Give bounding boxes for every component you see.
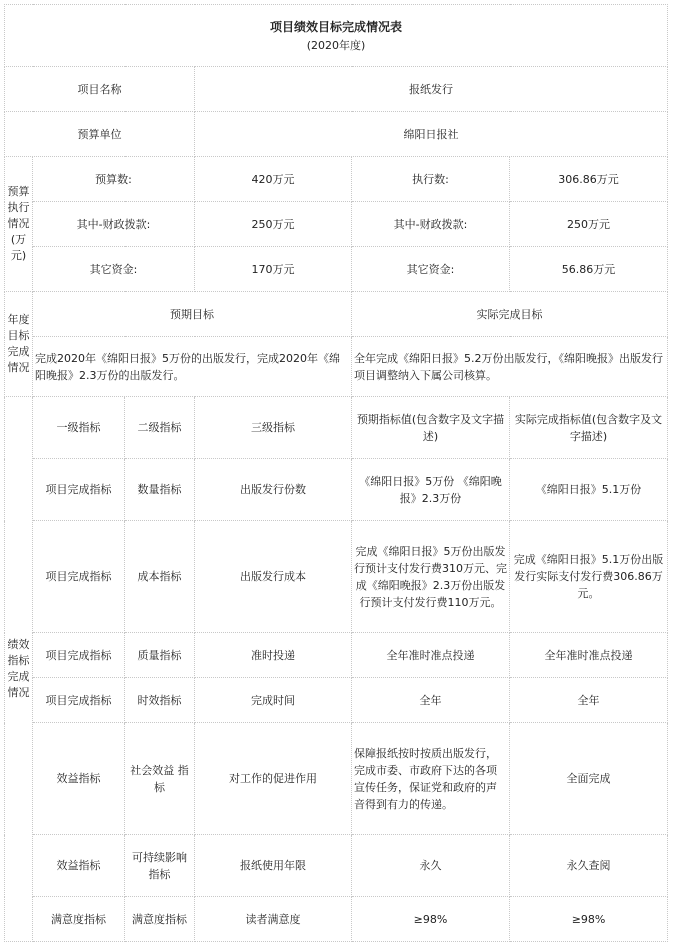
performance-report-table (4, 4, 668, 942)
performance-row (5, 459, 668, 521)
budget-label-2: 执行数: (352, 157, 510, 202)
performance-row (5, 835, 668, 897)
header-level3: 三级指标 (195, 397, 352, 459)
project-name-label: 项目名称 (5, 67, 195, 112)
report-container (4, 4, 667, 942)
performance-row (5, 678, 668, 723)
level3-cell: 出版发行成本 (195, 521, 352, 633)
expected-cell: ≥98% (352, 897, 510, 942)
level3-cell: 准时投递 (195, 633, 352, 678)
actual-goal-header: 实际完成目标 (352, 292, 668, 337)
header-actual: 实际完成指标值(包含数字及文字描述) (510, 397, 668, 459)
level2-cell: 成本指标 (125, 521, 195, 633)
header-level2: 二级指标 (125, 397, 195, 459)
performance-row (5, 521, 668, 633)
level3-cell: 读者满意度 (195, 897, 352, 942)
level3-cell: 报纸使用年限 (195, 835, 352, 897)
level1-cell: 项目完成指标 (33, 633, 125, 678)
header-expected: 预期指标值(包含数字及文字描述) (352, 397, 510, 459)
actual-cell: 全年准时准点投递 (510, 633, 668, 678)
level2-cell: 满意度指标 (125, 897, 195, 942)
actual-cell: 全年 (510, 678, 668, 723)
level1-cell: 满意度指标 (33, 897, 125, 942)
budget-value-1: 250万元 (195, 202, 352, 247)
title-cell (5, 5, 668, 67)
level3-cell: 对工作的促进作用 (195, 723, 352, 835)
title-row (5, 5, 668, 67)
expected-cell: 保障报纸按时按质出版发行，完成市委、市政府下达的各项宣传任务，保证党和政府的声音得到有力的传递。 (352, 723, 510, 835)
actual-cell: 《绵阳日报》5.1万份 (510, 459, 668, 521)
report-title: 项目绩效目标完成情况表 (270, 19, 403, 34)
level1-cell: 项目完成指标 (33, 459, 125, 521)
budget-label-2: 其中-财政拨款: (352, 202, 510, 247)
actual-goal-text: 全年完成《绵阳日报》5.2万份出版发行，《绵阳晚报》出版发行项目调整纳入下属公司核算。 (352, 337, 668, 397)
performance-section-label: 绩效指标完成情况 (5, 397, 33, 942)
performance-row (5, 633, 668, 678)
annual-section-label: 年度目标完成情况 (5, 292, 33, 397)
expected-cell: 完成《绵阳日报》5万份出版发行预计支付发行费310万元、完成《绵阳晚报》2.3万份出版发行预计支付发行费110万元。 (352, 521, 510, 633)
actual-cell: 完成《绵阳日报》5.1万份出版发行实际支付发行费306.86万元。 (510, 521, 668, 633)
report-subtitle: (2020年度) (306, 38, 366, 52)
expected-cell: 《绵阳日报》5万份 《绵阳晚报》2.3万份 (352, 459, 510, 521)
performance-row (5, 723, 668, 835)
header-level1: 一级指标 (33, 397, 125, 459)
performance-row (5, 897, 668, 942)
level1-cell: 效益指标 (33, 723, 125, 835)
budget-value-1: 420万元 (195, 157, 352, 202)
annual-content-row (5, 337, 668, 397)
budget-label-1: 其中-财政拨款: (33, 202, 195, 247)
budget-row (5, 247, 668, 292)
performance-header-row (5, 397, 668, 459)
annual-header-row (5, 292, 668, 337)
budget-label-1: 其它资金: (33, 247, 195, 292)
budget-unit-label: 预算单位 (5, 112, 195, 157)
budget-value-2: 306.86万元 (510, 157, 668, 202)
budget-unit-value: 绵阳日报社 (195, 112, 668, 157)
level2-cell: 社会效益 指标 (125, 723, 195, 835)
budget-row (5, 202, 668, 247)
budget-unit-row (5, 112, 668, 157)
expected-cell: 全年 (352, 678, 510, 723)
level3-cell: 出版发行份数 (195, 459, 352, 521)
level3-cell: 完成时间 (195, 678, 352, 723)
budget-value-1: 170万元 (195, 247, 352, 292)
budget-row (5, 157, 668, 202)
expected-goal-text: 完成2020年《绵阳日报》5万份的出版发行，完成2020年《绵阳晚报》2.3万份的出版发行。 (33, 337, 352, 397)
level1-cell: 效益指标 (33, 835, 125, 897)
budget-label-2: 其它资金: (352, 247, 510, 292)
budget-section-label: 预算执行情况(万元) (5, 157, 33, 292)
expected-cell: 全年准时准点投递 (352, 633, 510, 678)
level2-cell: 时效指标 (125, 678, 195, 723)
expected-cell: 永久 (352, 835, 510, 897)
actual-cell: 全面完成 (510, 723, 668, 835)
level1-cell: 项目完成指标 (33, 521, 125, 633)
budget-label-1: 预算数: (33, 157, 195, 202)
level2-cell: 质量指标 (125, 633, 195, 678)
actual-cell: ≥98% (510, 897, 668, 942)
actual-cell: 永久查阅 (510, 835, 668, 897)
project-name-row (5, 67, 668, 112)
level2-cell: 数量指标 (125, 459, 195, 521)
level1-cell: 项目完成指标 (33, 678, 125, 723)
expected-goal-header: 预期目标 (33, 292, 352, 337)
level2-cell: 可持续影响指标 (125, 835, 195, 897)
project-name-value: 报纸发行 (195, 67, 668, 112)
budget-value-2: 56.86万元 (510, 247, 668, 292)
budget-value-2: 250万元 (510, 202, 668, 247)
